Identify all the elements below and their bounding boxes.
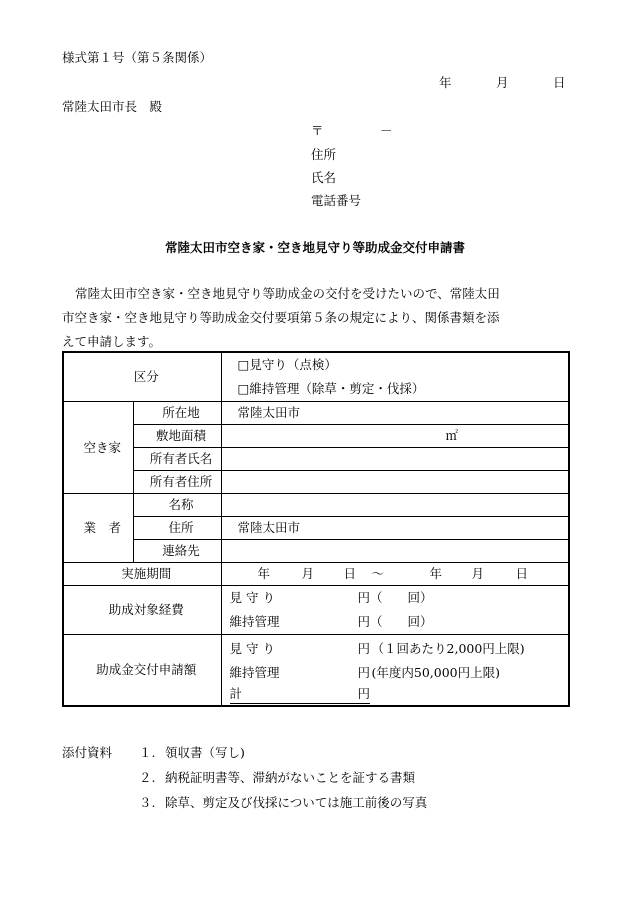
vacant-house-label: 空き家 <box>63 402 133 494</box>
site-area-field[interactable] <box>221 425 569 448</box>
address-label: 住所 <box>311 147 337 162</box>
attachment-1-num: １. <box>139 745 156 760</box>
cost-row-maintenance-name: 維持管理 <box>229 614 280 629</box>
location-label: 所在地 <box>133 402 221 425</box>
period-day-from: 日 <box>343 566 357 581</box>
attachments-label: 添付資料 <box>62 745 113 760</box>
cost-row-maintenance-unit: 円（ <box>357 614 383 629</box>
date-month-label: 月 <box>496 75 509 90</box>
contractor-contact-label: 連絡先 <box>133 540 221 563</box>
option-maintenance[interactable]: □維持管理（除草・剪定・伐採） <box>237 381 425 396</box>
attachment-3-text: 除草、剪定及び伐採については施工前後の写真 <box>165 795 428 810</box>
attachment-2-text: 納税証明書等、滞納がないことを証する書類 <box>165 770 416 785</box>
request-row-monitoring-name: 見 守 り <box>229 640 275 656</box>
period-month-to: 月 <box>471 566 485 581</box>
cost-row-maintenance-count: 回） <box>407 614 433 629</box>
postal-dash: － <box>380 123 393 138</box>
attachment-3-num: ３. <box>139 795 156 810</box>
cost-field[interactable] <box>221 586 569 635</box>
attachment-1-text: 領収書（写し) <box>165 745 245 760</box>
cost-row-maintenance <box>230 610 569 634</box>
contractor-address-value[interactable]: 常陸太田市 <box>221 517 569 540</box>
postal-mark: 〒 <box>311 123 324 138</box>
period-year-to: 年 <box>429 566 443 581</box>
period-month-from: 月 <box>301 566 315 581</box>
period-field[interactable] <box>221 563 569 586</box>
category-label: 区分 <box>63 352 221 402</box>
application-table <box>62 351 570 707</box>
request-row-maintenance <box>230 661 569 685</box>
owner-address-label: 所有者住所 <box>133 471 221 494</box>
owner-name-label: 所有者氏名 <box>133 448 221 471</box>
category-options <box>221 352 569 402</box>
date-day-label: 日 <box>553 75 566 90</box>
request-row-maintenance-unit: 円 <box>357 664 371 680</box>
phone-label: 電話番号 <box>311 193 362 208</box>
body-line-1: 常陸太田市空き家・空き地見守り等助成金の交付を受けたいので、常陸太田 <box>75 286 500 301</box>
cost-label: 助成対象経費 <box>63 586 221 635</box>
body-line-2: 市空き家・空き地見守り等助成金交付要項第５条の規定により、関係書類を添 <box>62 310 500 325</box>
request-row-monitoring-unit: 円 <box>357 640 371 656</box>
contractor-name-field[interactable] <box>221 494 569 517</box>
site-area-unit: ㎡ <box>445 428 459 443</box>
owner-address-field[interactable] <box>221 471 569 494</box>
period-label: 実施期間 <box>63 563 221 586</box>
request-row-monitoring <box>230 637 569 661</box>
request-row-maintenance-note: (年度内50,000円上限) <box>371 664 501 680</box>
request-label: 助成金交付申請額 <box>63 635 221 707</box>
cost-row-monitoring-count: 回） <box>407 590 433 605</box>
date-year-label: 年 <box>439 75 452 90</box>
request-row-monitoring-note: （１回あたり2,000円上限) <box>371 640 525 656</box>
attachment-2-num: ２. <box>139 770 156 785</box>
contractor-label: 業 者 <box>63 494 133 563</box>
cost-row-monitoring-name: 見 守 り <box>229 590 275 605</box>
cost-row-monitoring-unit: 円（ <box>357 590 383 605</box>
cost-row-monitoring <box>230 586 569 610</box>
document-title: 常陸太田市空き家・空き地見守り等助成金交付申請書 <box>164 240 465 255</box>
addressee: 常陸太田市長 殿 <box>62 99 163 114</box>
period-year-from: 年 <box>257 566 271 581</box>
option-monitoring[interactable]: □見守り（点検） <box>237 357 337 372</box>
site-area-label: 敷地面積 <box>133 425 221 448</box>
form-number: 様式第１号（第５条関係） <box>62 50 213 65</box>
contractor-name-label: 名称 <box>133 494 221 517</box>
period-tilde: ～ <box>371 566 385 581</box>
owner-name-field[interactable] <box>221 448 569 471</box>
contractor-contact-field[interactable] <box>221 540 569 563</box>
period-day-to: 日 <box>515 566 529 581</box>
request-total-label: 計 <box>230 685 358 704</box>
request-row-maintenance-name: 維持管理 <box>229 664 280 680</box>
request-total-unit: 円 <box>358 685 371 704</box>
body-line-3: えて申請します。 <box>62 334 162 349</box>
request-field[interactable] <box>221 635 569 707</box>
request-row-total <box>230 685 569 704</box>
contractor-address-label: 住所 <box>133 517 221 540</box>
location-value[interactable]: 常陸太田市 <box>221 402 569 425</box>
name-label: 氏名 <box>311 170 337 185</box>
